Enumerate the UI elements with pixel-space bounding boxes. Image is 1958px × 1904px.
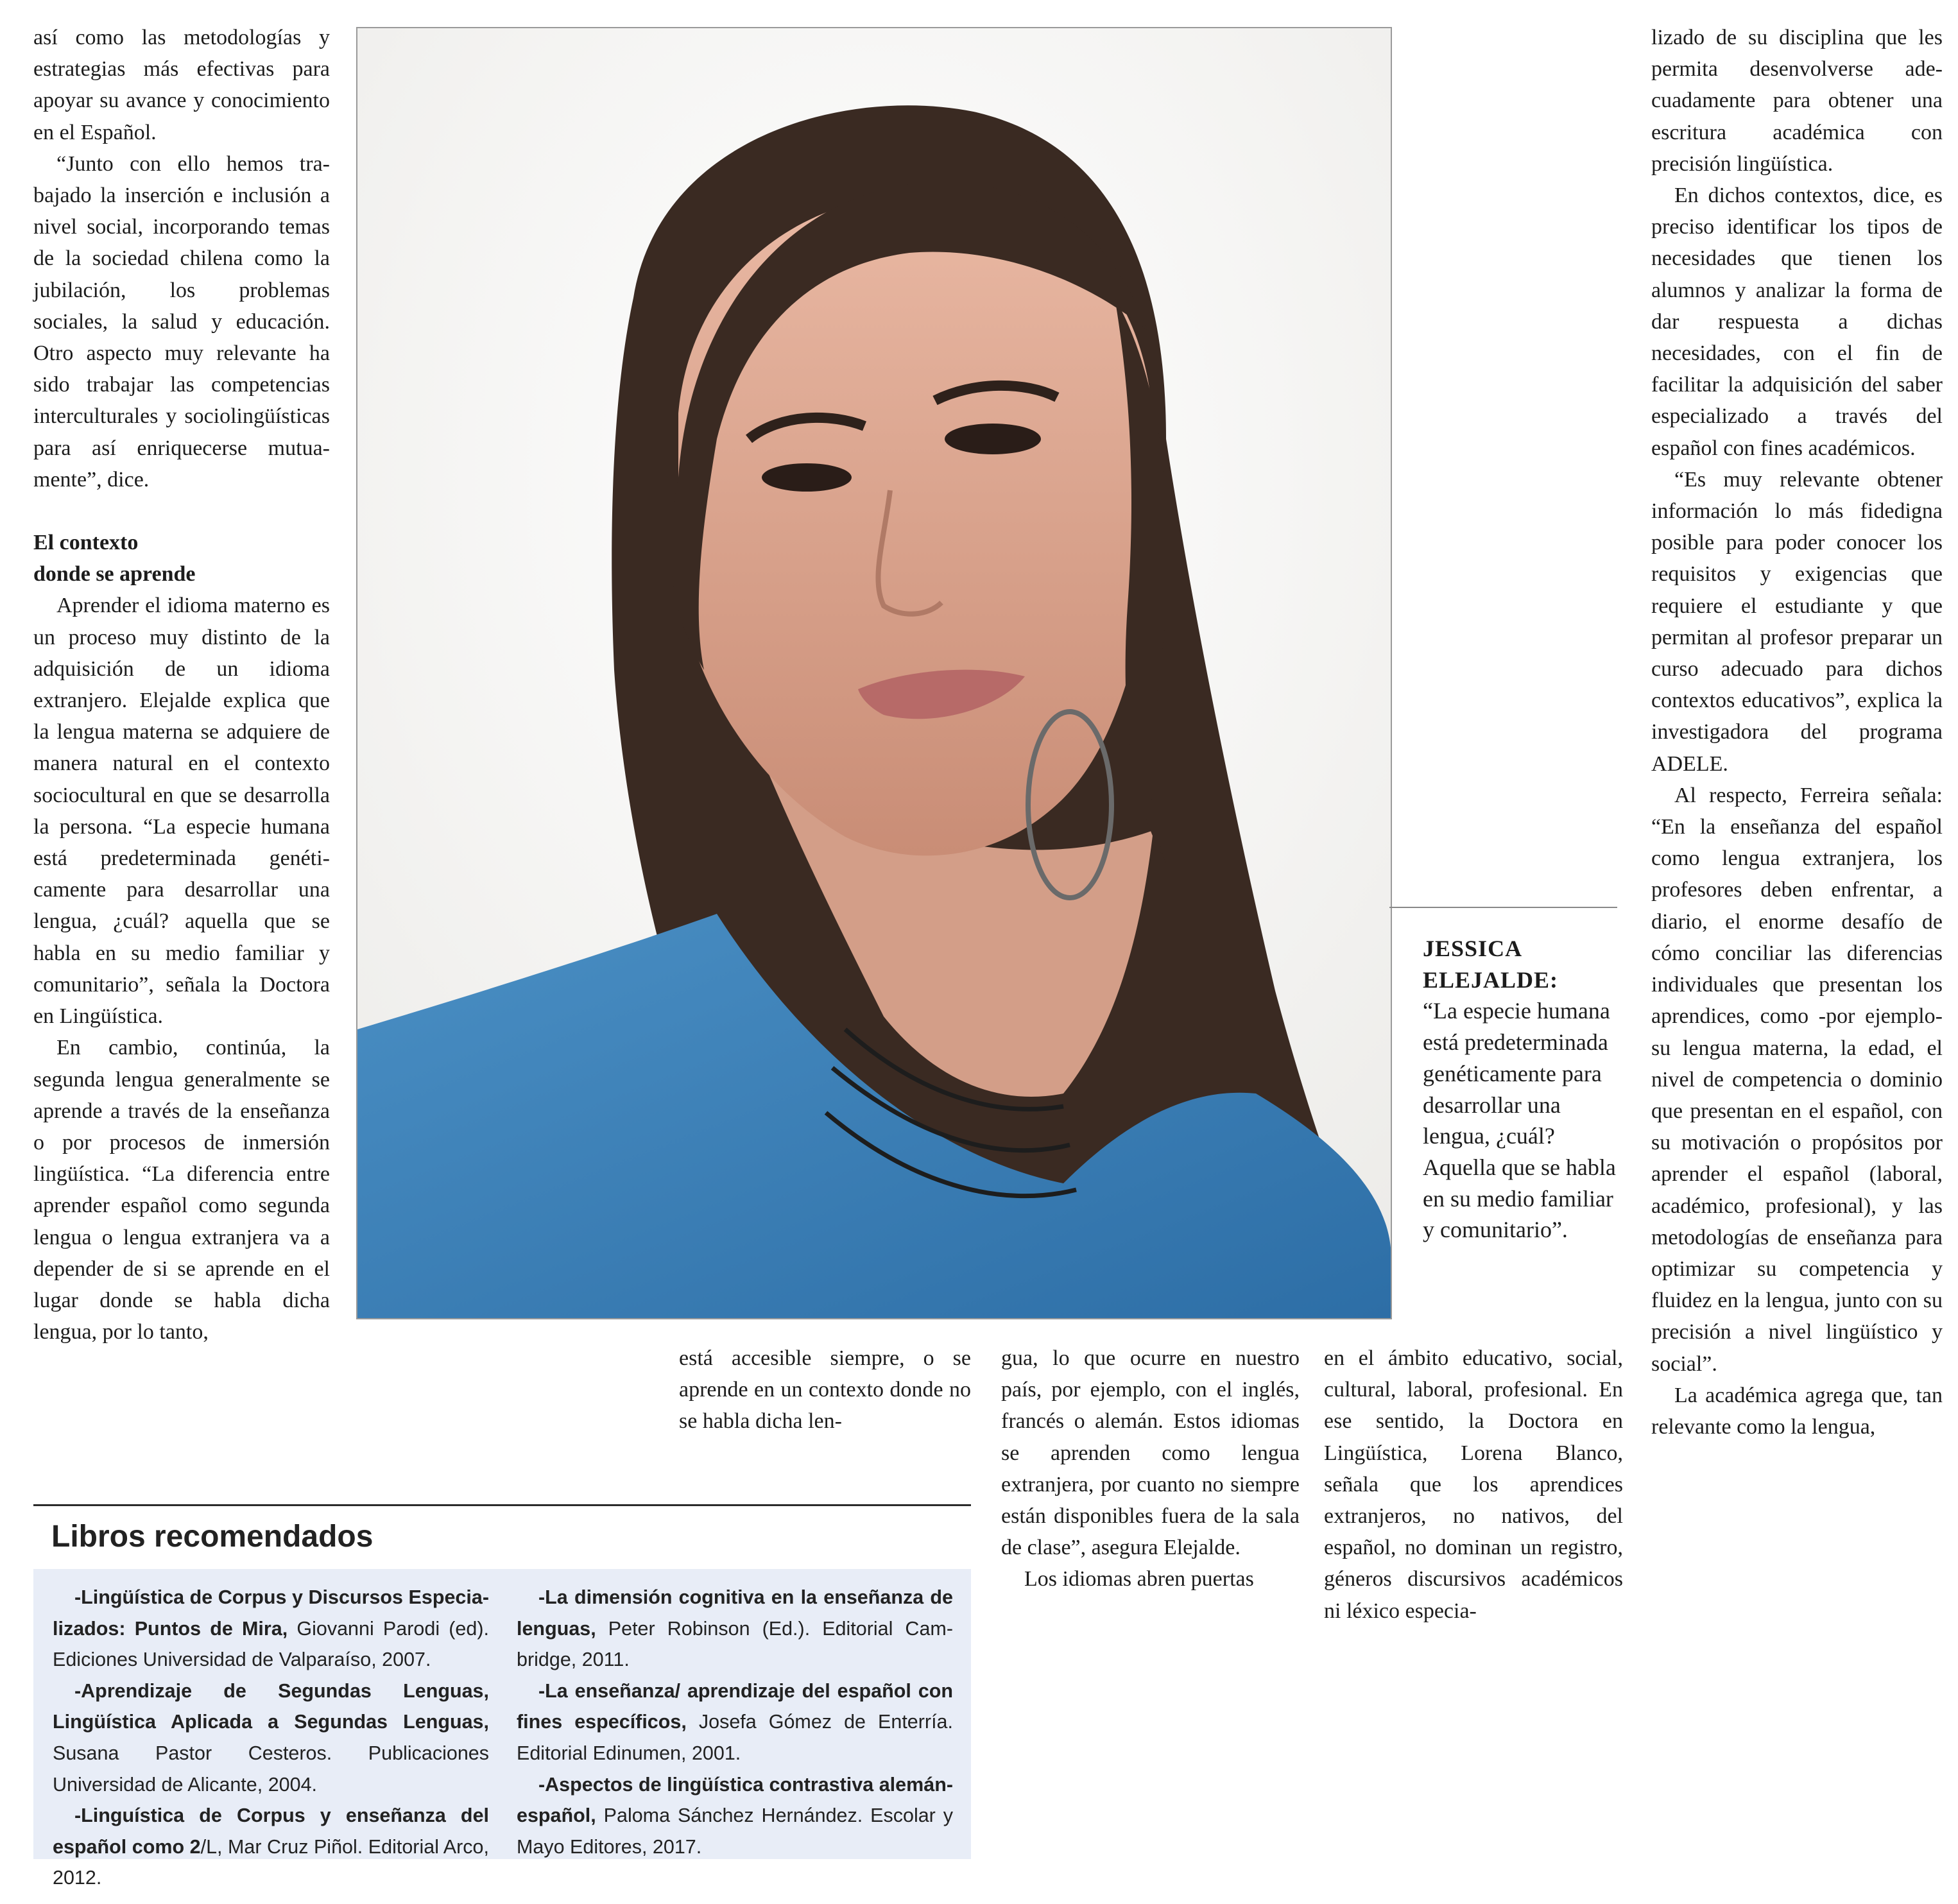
portrait-photo	[356, 27, 1392, 1319]
recommended-books-box	[33, 1504, 971, 1889]
article-column-3	[1001, 1342, 1300, 1595]
book-entry	[53, 1676, 489, 1800]
caption-quote: “La especie humana está predeterminada genéticamente para desarrollar una lengua, ¿cuál? Aquella que se habla en su medio familiar y comunitario”.	[1423, 998, 1616, 1243]
article-column-4	[1324, 1342, 1623, 1627]
book-details: Paloma Sánchez Hernández. Escolar y Mayo Editores, 2017.	[517, 1805, 953, 1858]
paragraph: gua, lo que ocurre en nuestro país, por ejemplo, con el inglés, francés o alemán. Estos idiomas se aprenden como lengua extranjera, por cuanto no siempre están disponibles fuera de la sala de clase”, asegura Elejalde.	[1001, 1346, 1300, 1560]
paragraph: Aprender el idioma materno es un proceso muy distinto de la adquisición de un idioma extranjero. Elejalde explica que la lengua materna se adquiere de manera natural en el contexto sociocultural en que se desarrolla la persona. “La especie humana está predeterminada genéticamente para desarrollar una lengua, ¿cuál? aquella que se habla en su medio familiar y comunitario”, señala la Doctora en Lingüística.	[33, 594, 330, 1029]
caption-name-line: ELEJALDE:	[1423, 966, 1559, 993]
article-column-2	[679, 1342, 971, 1437]
book-title: -Aspectos de lingüística contrastiva alemán-español,	[517, 1773, 953, 1827]
book-title: -Linguística de Corpus y enseñanza del español como 2	[53, 1805, 489, 1858]
paragraph: está accesible siempre, o se aprende en un contexto donde no se habla dicha len-	[679, 1346, 971, 1434]
book-title: -La enseñanza/ aprendizaje del español con fines específicos,	[517, 1679, 953, 1733]
article-column-1	[33, 22, 330, 1348]
paragraph: en el ámbito educativo, social, cultural, laboral, profesional. En ese sentido, la Doctora en Lingüística, Lorena Blanco, señala que los aprendices extranjeros, no nativos, del español, no dominan un registro, géneros discursivos académicos ni léxico especia-	[1324, 1346, 1623, 1623]
books-column-left	[53, 1582, 489, 1889]
book-details: Peter Robinson (Ed.). Editorial Cambridge, 2011.	[517, 1617, 953, 1671]
book-details: Giovanni Parodi (ed). Ediciones Universidad de Valparaíso, 2007.	[53, 1617, 489, 1671]
caption-name-line: JESSICA	[1423, 936, 1523, 961]
article-column-5	[1651, 22, 1943, 1443]
caption-name	[1423, 933, 1622, 995]
paragraph: “Junto con ello hemos trabajado la inserción e inclusión a nivel social, incorporando temas de la sociedad chilena como la jubilación, los problemas sociales, la salud y educación. Otro aspecto muy relevante ha sido trabajar las competencias interculturales y sociolingüísticas para así enriquecerse mutuamente”, dice.	[33, 151, 330, 492]
paragraph: En dichos contextos, dice, es preciso identificar los tipos de necesidades que tienen los alumnos y analizar la forma de dar respuesta a dichas necesidades, con el fin de facilitar la adquisición del saber especializado a través del español con fines académicos.	[1651, 184, 1943, 460]
book-entry	[53, 1582, 489, 1676]
book-details: /L, Mar Cruz Piñol. Editorial Arco, 2012.	[53, 1835, 489, 1889]
paragraph: así como las metodologías y estrategias más efectivas para apoyar su avance y conocimiento en el Español.	[33, 26, 330, 144]
book-title: -Aprendizaje de Segundas Lenguas, Lingüística Aplicada a Segundas Lenguas,	[53, 1679, 489, 1733]
paragraph: En cambio, continúa, la segunda lengua generalmente se aprende a través de la enseñanza o por procesos de inmersión lingüística. “La diferencia entre aprender español como segunda lengua o lengua extranjera va a depender de si se aprende en el lugar donde se habla dicha lengua, por lo tanto,	[33, 1036, 330, 1344]
book-details: Susana Pastor Cesteros. Publicaciones Universidad de Alicante, 2004.	[53, 1742, 489, 1796]
book-entry	[53, 1800, 489, 1894]
book-entry	[517, 1769, 953, 1863]
paragraph: “Es muy relevante obtener información lo más fidedigna posible para poder conocer los requisitos y exigencias que requiere el estudiante y que permitan al profesor preparar un curso adecuado para dichos contextos educativos”, explica la investigadora del programa ADELE.	[1651, 467, 1943, 776]
section-heading	[33, 527, 330, 590]
photo-caption	[1423, 933, 1622, 1246]
book-title: -Lingüística de Corpus y Discursos Especializados: Puntos de Mira,	[53, 1586, 489, 1640]
book-details: Josefa Gómez de Enterría. Editorial Edinumen, 2001.	[517, 1711, 953, 1764]
books-list	[33, 1569, 971, 1889]
paragraph: lizado de su disciplina que les permita desenvolverse adecuadamente para obtener una escritura académica con precisión lingüística.	[1651, 26, 1943, 176]
books-title: Libros recomendados	[51, 1520, 374, 1554]
books-column-right	[517, 1582, 953, 1858]
book-title: -La dimensión cognitiva en la enseñanza de lenguas,	[517, 1586, 953, 1640]
paragraph: Al respecto, Ferreira señala: “En la enseñanza del español como lengua extranjera, los profesores deben enfrentar, a diario, el enorme desafío de cómo conciliar las diferencias individuales que presentan los aprendices, como -por ejemplo- su lengua materna, la edad, el nivel de competencia o dominio que presentan en el español, con su motivación o propósitos por aprender el español (laboral, académico, profesional), y las metodologías de enseñanza para optimizar su competencia y fluidez en la lengua, junto con su precisión a nivel lingüístico y social”.	[1651, 783, 1943, 1376]
caption-rule	[1389, 907, 1617, 908]
portrait-illustration	[357, 28, 1391, 1318]
book-entry	[517, 1676, 953, 1769]
section-heading-line: El contexto	[33, 531, 139, 555]
book-entry	[517, 1582, 953, 1676]
paragraph: La académica agrega que, tan relevante como la lengua,	[1651, 1383, 1943, 1439]
paragraph: Los idiomas abren puertas	[1024, 1567, 1254, 1591]
section-heading-line: donde se aprende	[33, 562, 196, 587]
